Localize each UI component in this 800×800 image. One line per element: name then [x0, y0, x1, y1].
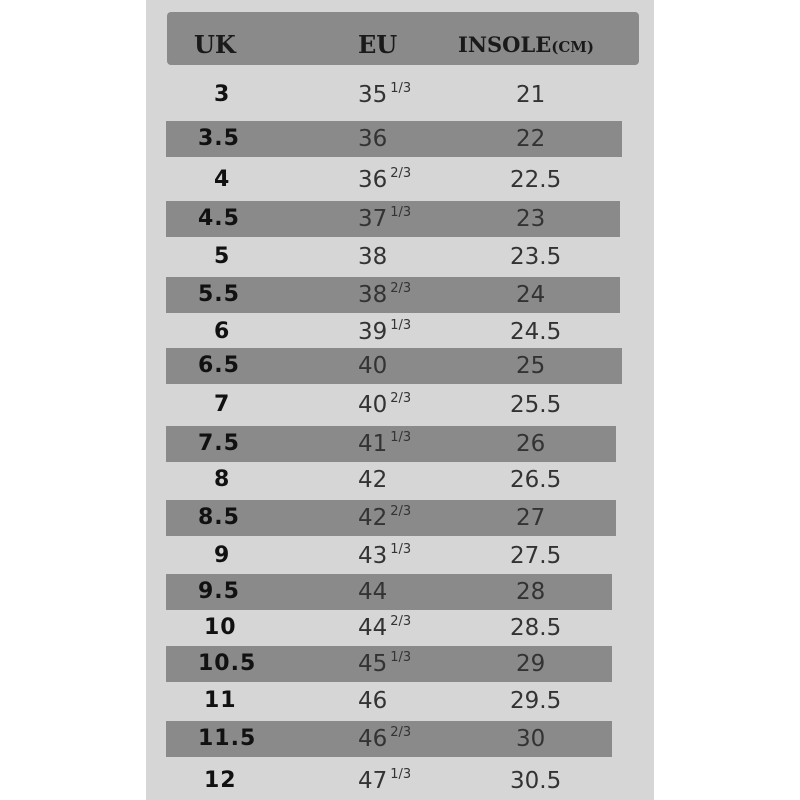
uk-size: 6.5 — [198, 353, 240, 378]
eu-size-whole: 40 — [358, 353, 388, 379]
eu-size — [358, 314, 411, 350]
eu-size — [358, 201, 411, 237]
size-row — [146, 763, 654, 799]
eu-size — [358, 610, 411, 646]
size-row — [146, 462, 654, 498]
uk-size: 3.5 — [198, 126, 240, 151]
insole-length: 29.5 — [510, 688, 562, 714]
eu-size-whole: 40 — [358, 392, 388, 418]
size-row — [146, 500, 654, 536]
eu-size-fraction: 1/3 — [390, 318, 412, 333]
eu-size-fraction: 2/3 — [390, 281, 412, 296]
eu-size-whole: 46 — [358, 688, 388, 714]
eu-size — [358, 500, 411, 536]
size-row — [146, 314, 654, 350]
eu-size-fraction: 1/3 — [390, 81, 412, 96]
header-insole-label: INSOLE — [458, 32, 552, 57]
eu-size — [358, 239, 387, 275]
uk-size: 6 — [214, 319, 231, 344]
insole-length: 27 — [516, 505, 546, 531]
size-row — [146, 121, 654, 157]
size-chart — [146, 0, 654, 800]
eu-size-whole: 35 — [358, 82, 388, 108]
insole-length: 21 — [516, 82, 546, 108]
eu-size-whole: 36 — [358, 167, 388, 193]
eu-size-fraction: 2/3 — [390, 391, 412, 406]
eu-size-fraction: 2/3 — [390, 725, 412, 740]
eu-size-whole: 45 — [358, 651, 388, 677]
eu-size-whole: 42 — [358, 467, 388, 493]
eu-size-fraction: 1/3 — [390, 430, 412, 445]
uk-size: 5.5 — [198, 282, 240, 307]
eu-size-fraction: 2/3 — [390, 504, 412, 519]
eu-size-fraction: 2/3 — [390, 166, 412, 181]
eu-size — [358, 683, 387, 719]
insole-length: 30.5 — [510, 768, 562, 794]
uk-size: 8 — [214, 467, 231, 492]
eu-size — [358, 574, 387, 610]
header-insole — [458, 30, 594, 62]
eu-size — [358, 162, 411, 198]
uk-size: 4 — [214, 167, 231, 192]
uk-size: 10 — [204, 615, 237, 640]
uk-size: 11 — [204, 688, 237, 713]
eu-size-whole: 46 — [358, 726, 388, 752]
eu-size-whole: 44 — [358, 579, 388, 605]
insole-length: 22 — [516, 126, 546, 152]
insole-length: 26.5 — [510, 467, 562, 493]
eu-size-fraction: 2/3 — [390, 614, 412, 629]
insole-length: 23 — [516, 206, 546, 232]
eu-size-whole: 38 — [358, 244, 388, 270]
size-row — [146, 538, 654, 574]
header-eu: EU — [358, 30, 398, 59]
uk-size: 11.5 — [198, 726, 257, 751]
insole-length: 27.5 — [510, 543, 562, 569]
insole-length: 24 — [516, 282, 546, 308]
insole-length: 30 — [516, 726, 546, 752]
size-row — [146, 646, 654, 682]
eu-size — [358, 721, 411, 757]
eu-size-whole: 47 — [358, 768, 388, 794]
eu-size-whole: 43 — [358, 543, 388, 569]
insole-length: 23.5 — [510, 244, 562, 270]
size-row — [146, 683, 654, 719]
insole-length: 25.5 — [510, 392, 562, 418]
eu-size — [358, 77, 411, 113]
eu-size — [358, 763, 411, 799]
eu-size-whole: 42 — [358, 505, 388, 531]
eu-size — [358, 387, 411, 423]
header-uk: UK — [194, 30, 236, 59]
eu-size-whole: 38 — [358, 282, 388, 308]
eu-size-fraction: 1/3 — [390, 650, 412, 665]
eu-size-fraction: 1/3 — [390, 205, 412, 220]
eu-size — [358, 538, 411, 574]
eu-size-whole: 44 — [358, 615, 388, 641]
insole-length: 29 — [516, 651, 546, 677]
uk-size: 5 — [214, 244, 231, 269]
size-row — [146, 77, 654, 113]
size-row — [146, 162, 654, 198]
insole-length: 22.5 — [510, 167, 562, 193]
uk-size: 9 — [214, 543, 231, 568]
uk-size: 9.5 — [198, 579, 240, 604]
eu-size — [358, 426, 411, 462]
insole-length: 25 — [516, 353, 546, 379]
size-row — [146, 387, 654, 423]
eu-size-whole: 41 — [358, 431, 388, 457]
eu-size-whole: 39 — [358, 319, 388, 345]
size-row — [146, 201, 654, 237]
eu-size — [358, 646, 411, 682]
eu-size-fraction: 1/3 — [390, 542, 412, 557]
insole-length: 24.5 — [510, 319, 562, 345]
size-row — [146, 574, 654, 610]
eu-size — [358, 348, 387, 384]
eu-size — [358, 277, 411, 313]
eu-size — [358, 462, 387, 498]
size-row — [146, 426, 654, 462]
uk-size: 8.5 — [198, 505, 240, 530]
eu-size-whole: 37 — [358, 206, 388, 232]
uk-size: 12 — [204, 768, 237, 793]
size-row — [146, 239, 654, 275]
size-row — [146, 610, 654, 646]
uk-size: 10.5 — [198, 651, 257, 676]
uk-size: 4.5 — [198, 206, 240, 231]
eu-size-fraction: 1/3 — [390, 767, 412, 782]
uk-size: 7 — [214, 392, 231, 417]
eu-size-whole: 36 — [358, 126, 388, 152]
insole-length: 28 — [516, 579, 546, 605]
insole-length: 26 — [516, 431, 546, 457]
header-insole-unit: (CM) — [551, 38, 594, 56]
uk-size: 7.5 — [198, 431, 240, 456]
size-row — [146, 721, 654, 757]
eu-size — [358, 121, 387, 157]
size-row — [146, 277, 654, 313]
uk-size: 3 — [214, 82, 231, 107]
insole-length: 28.5 — [510, 615, 562, 641]
size-row — [146, 348, 654, 384]
